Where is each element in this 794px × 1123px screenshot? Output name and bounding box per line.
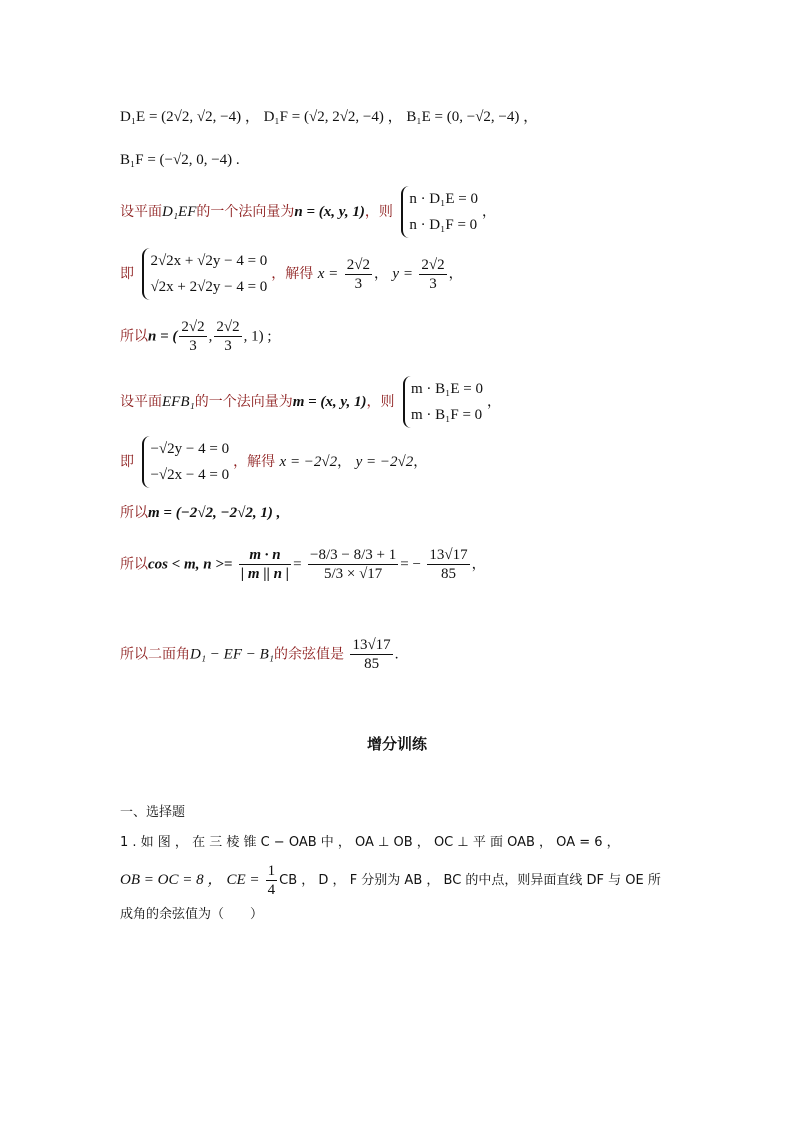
cos-result-fraction: $\frac{13√17}{85}$	[429, 547, 468, 582]
equations-2-a: −√2y − 4 = 0	[150, 441, 230, 457]
problem-line-1: 1 . 如 图 ， 在 三 棱 锥 C − OAB 中 ， OA ⊥ OB ， OC ⊥ 平 面 OAB ， OA = 6 ，	[120, 835, 620, 850]
final-end: .	[394, 646, 399, 663]
n-frac-2: $\frac{2√2}{3}$	[216, 319, 240, 354]
system-2-eq-b: m · B₁F = 0	[410, 407, 483, 423]
x-fraction: $\frac{2√2}{3}$	[346, 256, 370, 292]
equations-2	[142, 436, 229, 488]
equations-1-line: 即 2√2x + √2y − 4 = 0 √2x + 2√2y − 4 = 0 ，解得 x = $\frac{2√2}{3}$ ， y = $\frac{2√2}{3}$ ，	[120, 248, 463, 300]
so-text: 所以	[120, 328, 148, 345]
final-mid: 的余弦值是	[274, 646, 344, 663]
so-text-3: 所以	[120, 556, 148, 573]
vectors-line-1: D₁E = (2√2, √2, −4) ， D₁F = (√2, 2√2, −4) ， B₁E = (0, −√2, −4) ，	[120, 109, 539, 125]
section-heading: 增分训练	[366, 735, 427, 753]
problem-line-3: 成角的余弦值为（ ）	[120, 907, 264, 922]
problem-ce: CE =	[226, 872, 260, 888]
section-label: 一、选择题	[120, 805, 186, 820]
n-frac-1: $\frac{2√2}{3}$	[181, 319, 205, 354]
solve-text: ，解得	[271, 266, 314, 282]
system-2-eq-a: m · B₁E = 0	[410, 381, 483, 397]
problem-line-2	[120, 862, 661, 899]
m-result: m = (−2√2, −2√2, 1) ,	[148, 505, 281, 521]
problem-ob-oc: OB = OC = 8 ，	[120, 872, 223, 888]
cos-fraction: $\frac{m \cdot n}{| m || n |}$	[240, 547, 290, 582]
equations-1-a: 2√2x + √2y − 4 = 0	[150, 253, 268, 269]
plane2-normal-line: 设平面EFB₁的一个法向量为m = (x, y, 1)，则 m · B₁E = 0 m · B₁F = 0 ，	[120, 376, 501, 428]
equations-2-b: −√2x − 4 = 0	[150, 467, 230, 483]
cos-label: cos < m, n >=	[148, 556, 233, 573]
equations-2-line: 即 −√2y − 4 = 0 −√2x − 4 = 0 ，解得 x = −2√2， y = −2√2，	[120, 436, 427, 488]
cos-big-fraction: $\frac{-8/3 - 8/3 + 1}{5/3 \times √17}$	[310, 547, 397, 582]
plane1-intro: 设平面	[120, 204, 162, 220]
solve2-y: y = −2√2	[355, 454, 414, 470]
plane2-m-def: m = (x, y, 1)	[292, 394, 367, 410]
equations-1-b: √2x + 2√2y − 4 = 0	[150, 279, 268, 295]
then-text-2: ，则	[366, 394, 395, 410]
eq-neg: = −	[400, 556, 421, 573]
then-text: ，则	[364, 204, 393, 220]
ji-text-2: 即	[120, 454, 134, 470]
plane2-intro: 设平面	[120, 394, 162, 410]
n-result-pre: n = (	[148, 328, 178, 345]
problem-quarter: $\frac{1}{4}$	[267, 863, 276, 898]
system-1-eq-a: n · D₁E = 0	[409, 191, 478, 207]
final-fraction: $\frac{13√17}{85}$	[352, 637, 391, 672]
so-text-2: 所以	[120, 505, 148, 521]
n-result-post: , 1) ;	[243, 328, 272, 345]
plane1-n-def: n = (x, y, 1)	[294, 204, 365, 220]
equations-1	[142, 248, 267, 300]
x-eq: x =	[317, 266, 339, 282]
system-2	[403, 376, 483, 428]
n-result-line: 所以n = ( $\frac{2√2}{3}$ , $\frac{2√2}{3}$ , 1) ;	[120, 319, 272, 354]
system-1-eq-b: n · D₁F = 0	[409, 217, 478, 233]
final-angle: D₁ − EF − B₁	[190, 646, 274, 663]
final-pre: 所以二面角	[120, 646, 190, 663]
m-result-line	[120, 503, 280, 523]
plane1-normal-line: 设平面D₁EF的一个法向量为n = (x, y, 1)，则 n · D₁E = 0 n · D₁F = 0 ，	[120, 186, 496, 238]
final-line	[120, 636, 398, 673]
y-fraction: $\frac{2√2}{3}$	[421, 256, 445, 292]
solve-text-2: ，解得	[233, 454, 276, 470]
plane2-name: EFB₁	[162, 394, 195, 410]
plane1-normal-text: 的一个法向量为	[196, 204, 295, 220]
plane2-normal-text: 的一个法向量为	[194, 394, 293, 410]
plane1-name: D₁EF	[162, 204, 197, 220]
solve2-x: x = −2√2	[279, 454, 338, 470]
vectors-line-2: B₁F = (−√2, 0, −4) .	[120, 152, 240, 168]
ji-text: 即	[120, 266, 134, 282]
problem-line-2-rest: CB ， D ， F 分别为 AB ， BC 的中点，则异面直线 DF 与 OE 所	[279, 873, 661, 888]
cos-line: 所以cos < m, n >= $\frac{m \cdot n}{| m || n |}$ = $\frac{-8/3 - 8/3 + 1}{5/3 \times √17}$ = − $\frac{13√17}{85}$ ，	[120, 547, 486, 582]
y-eq: y =	[392, 266, 413, 282]
system-1	[401, 186, 478, 238]
